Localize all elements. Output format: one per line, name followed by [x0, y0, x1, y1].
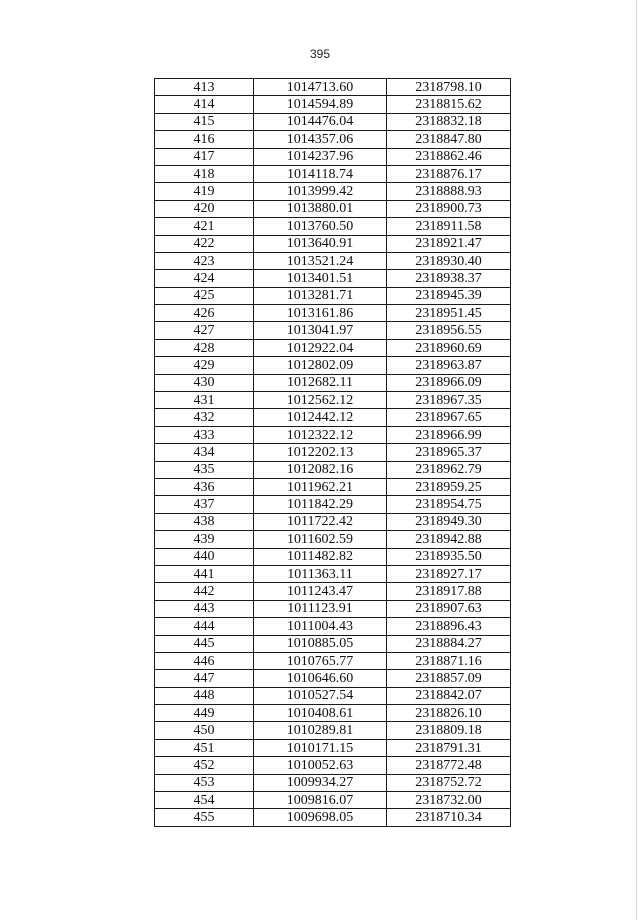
- x-coordinate-cell: 1014118.74: [254, 165, 387, 182]
- table-row: [155, 305, 511, 322]
- table-row: [155, 774, 511, 791]
- x-coordinate-cell: 1014476.04: [254, 113, 387, 130]
- x-coordinate-cell: 1011363.11: [254, 565, 387, 582]
- table-row: [155, 461, 511, 478]
- y-coordinate-cell: 2318951.45: [387, 305, 511, 322]
- table-row: [155, 374, 511, 391]
- point-number-cell: 447: [155, 670, 254, 687]
- x-coordinate-cell: 1012922.04: [254, 339, 387, 356]
- table-row: [155, 531, 511, 548]
- point-number-cell: 436: [155, 478, 254, 495]
- y-coordinate-cell: 2318930.40: [387, 252, 511, 269]
- y-coordinate-cell: 2318798.10: [387, 79, 511, 96]
- table-row: [155, 652, 511, 669]
- point-number-cell: 427: [155, 322, 254, 339]
- table-row: [155, 113, 511, 130]
- y-coordinate-cell: 2318884.27: [387, 635, 511, 652]
- table-row: [155, 739, 511, 756]
- y-coordinate-cell: 2318963.87: [387, 357, 511, 374]
- point-number-cell: 425: [155, 287, 254, 304]
- y-coordinate-cell: 2318876.17: [387, 165, 511, 182]
- table-row: [155, 478, 511, 495]
- point-number-cell: 432: [155, 409, 254, 426]
- x-coordinate-cell: 1010052.63: [254, 757, 387, 774]
- page-number: 395: [309, 47, 331, 61]
- table-row: [155, 287, 511, 304]
- y-coordinate-cell: 2318871.16: [387, 652, 511, 669]
- y-coordinate-cell: 2318927.17: [387, 565, 511, 582]
- y-coordinate-cell: 2318862.46: [387, 148, 511, 165]
- table-row: [155, 357, 511, 374]
- x-coordinate-cell: 1012802.09: [254, 357, 387, 374]
- y-coordinate-cell: 2318815.62: [387, 96, 511, 113]
- point-number-cell: 451: [155, 739, 254, 756]
- point-number-cell: 414: [155, 96, 254, 113]
- table-row: [155, 409, 511, 426]
- point-number-cell: 440: [155, 548, 254, 565]
- x-coordinate-cell: 1011004.43: [254, 618, 387, 635]
- y-coordinate-cell: 2318832.18: [387, 113, 511, 130]
- y-coordinate-cell: 2318907.63: [387, 600, 511, 617]
- table-row: [155, 339, 511, 356]
- point-number-cell: 443: [155, 600, 254, 617]
- y-coordinate-cell: 2318888.93: [387, 183, 511, 200]
- table-row: [155, 705, 511, 722]
- table-row: [155, 426, 511, 443]
- y-coordinate-cell: 2318938.37: [387, 270, 511, 287]
- x-coordinate-cell: 1010408.61: [254, 705, 387, 722]
- point-number-cell: 445: [155, 635, 254, 652]
- x-coordinate-cell: 1010527.54: [254, 687, 387, 704]
- table-row: [155, 792, 511, 809]
- y-coordinate-cell: 2318791.31: [387, 739, 511, 756]
- y-coordinate-cell: 2318826.10: [387, 705, 511, 722]
- point-number-cell: 433: [155, 426, 254, 443]
- point-number-cell: 426: [155, 305, 254, 322]
- point-number-cell: 431: [155, 392, 254, 409]
- x-coordinate-cell: 1010289.81: [254, 722, 387, 739]
- y-coordinate-cell: 2318966.09: [387, 374, 511, 391]
- point-number-cell: 429: [155, 357, 254, 374]
- y-coordinate-cell: 2318900.73: [387, 200, 511, 217]
- x-coordinate-cell: 1009698.05: [254, 809, 387, 826]
- y-coordinate-cell: 2318842.07: [387, 687, 511, 704]
- x-coordinate-cell: 1012202.13: [254, 444, 387, 461]
- x-coordinate-cell: 1014594.89: [254, 96, 387, 113]
- scan-edge-line: [636, 0, 637, 920]
- x-coordinate-cell: 1013999.42: [254, 183, 387, 200]
- y-coordinate-cell: 2318966.99: [387, 426, 511, 443]
- coordinate-table-body: [155, 79, 511, 827]
- point-number-cell: 448: [155, 687, 254, 704]
- table-row: [155, 218, 511, 235]
- table-row: [155, 165, 511, 182]
- point-number-cell: 434: [155, 444, 254, 461]
- x-coordinate-cell: 1012562.12: [254, 392, 387, 409]
- x-coordinate-cell: 1010171.15: [254, 739, 387, 756]
- table-row: [155, 148, 511, 165]
- point-number-cell: 422: [155, 235, 254, 252]
- y-coordinate-cell: 2318962.79: [387, 461, 511, 478]
- point-number-cell: 421: [155, 218, 254, 235]
- point-number-cell: 438: [155, 513, 254, 530]
- x-coordinate-cell: 1009934.27: [254, 774, 387, 791]
- x-coordinate-cell: 1009816.07: [254, 792, 387, 809]
- x-coordinate-cell: 1014713.60: [254, 79, 387, 96]
- x-coordinate-cell: 1013041.97: [254, 322, 387, 339]
- table-row: [155, 635, 511, 652]
- point-number-cell: 437: [155, 496, 254, 513]
- y-coordinate-cell: 2318965.37: [387, 444, 511, 461]
- y-coordinate-cell: 2318956.55: [387, 322, 511, 339]
- y-coordinate-cell: 2318732.00: [387, 792, 511, 809]
- y-coordinate-cell: 2318772.48: [387, 757, 511, 774]
- x-coordinate-cell: 1013880.01: [254, 200, 387, 217]
- x-coordinate-cell: 1012682.11: [254, 374, 387, 391]
- table-row: [155, 809, 511, 826]
- point-number-cell: 442: [155, 583, 254, 600]
- y-coordinate-cell: 2318949.30: [387, 513, 511, 530]
- point-number-cell: 455: [155, 809, 254, 826]
- point-number-cell: 424: [155, 270, 254, 287]
- x-coordinate-cell: 1010765.77: [254, 652, 387, 669]
- table-row: [155, 270, 511, 287]
- table-row: [155, 131, 511, 148]
- table-row: [155, 200, 511, 217]
- table-row: [155, 670, 511, 687]
- x-coordinate-cell: 1012322.12: [254, 426, 387, 443]
- point-number-cell: 418: [155, 165, 254, 182]
- point-number-cell: 435: [155, 461, 254, 478]
- x-coordinate-cell: 1011243.47: [254, 583, 387, 600]
- point-number-cell: 449: [155, 705, 254, 722]
- y-coordinate-cell: 2318959.25: [387, 478, 511, 495]
- table-row: [155, 583, 511, 600]
- x-coordinate-cell: 1011842.29: [254, 496, 387, 513]
- x-coordinate-cell: 1013401.51: [254, 270, 387, 287]
- table-row: [155, 757, 511, 774]
- x-coordinate-cell: 1013760.50: [254, 218, 387, 235]
- table-row: [155, 600, 511, 617]
- point-number-cell: 430: [155, 374, 254, 391]
- x-coordinate-cell: 1013161.86: [254, 305, 387, 322]
- y-coordinate-cell: 2318960.69: [387, 339, 511, 356]
- table-row: [155, 687, 511, 704]
- coordinate-table: [154, 78, 511, 827]
- table-row: [155, 322, 511, 339]
- table-row: [155, 444, 511, 461]
- y-coordinate-cell: 2318935.50: [387, 548, 511, 565]
- y-coordinate-cell: 2318967.35: [387, 392, 511, 409]
- point-number-cell: 453: [155, 774, 254, 791]
- y-coordinate-cell: 2318896.43: [387, 618, 511, 635]
- table-row: [155, 496, 511, 513]
- x-coordinate-cell: 1010646.60: [254, 670, 387, 687]
- y-coordinate-cell: 2318911.58: [387, 218, 511, 235]
- point-number-cell: 419: [155, 183, 254, 200]
- x-coordinate-cell: 1013521.24: [254, 252, 387, 269]
- y-coordinate-cell: 2318847.80: [387, 131, 511, 148]
- table-row: [155, 235, 511, 252]
- point-number-cell: 446: [155, 652, 254, 669]
- x-coordinate-cell: 1011602.59: [254, 531, 387, 548]
- x-coordinate-cell: 1011482.82: [254, 548, 387, 565]
- table-row: [155, 392, 511, 409]
- y-coordinate-cell: 2318954.75: [387, 496, 511, 513]
- point-number-cell: 413: [155, 79, 254, 96]
- y-coordinate-cell: 2318942.88: [387, 531, 511, 548]
- table-row: [155, 513, 511, 530]
- y-coordinate-cell: 2318809.18: [387, 722, 511, 739]
- x-coordinate-cell: 1013281.71: [254, 287, 387, 304]
- x-coordinate-cell: 1012442.12: [254, 409, 387, 426]
- point-number-cell: 423: [155, 252, 254, 269]
- x-coordinate-cell: 1013640.91: [254, 235, 387, 252]
- y-coordinate-cell: 2318921.47: [387, 235, 511, 252]
- table-row: [155, 548, 511, 565]
- x-coordinate-cell: 1012082.16: [254, 461, 387, 478]
- point-number-cell: 450: [155, 722, 254, 739]
- point-number-cell: 444: [155, 618, 254, 635]
- table-row: [155, 183, 511, 200]
- y-coordinate-cell: 2318967.65: [387, 409, 511, 426]
- point-number-cell: 454: [155, 792, 254, 809]
- point-number-cell: 415: [155, 113, 254, 130]
- point-number-cell: 439: [155, 531, 254, 548]
- x-coordinate-cell: 1011123.91: [254, 600, 387, 617]
- y-coordinate-cell: 2318857.09: [387, 670, 511, 687]
- point-number-cell: 428: [155, 339, 254, 356]
- x-coordinate-cell: 1014357.06: [254, 131, 387, 148]
- y-coordinate-cell: 2318752.72: [387, 774, 511, 791]
- table-row: [155, 79, 511, 96]
- point-number-cell: 416: [155, 131, 254, 148]
- x-coordinate-cell: 1011722.42: [254, 513, 387, 530]
- point-number-cell: 452: [155, 757, 254, 774]
- table-row: [155, 618, 511, 635]
- y-coordinate-cell: 2318710.34: [387, 809, 511, 826]
- x-coordinate-cell: 1010885.05: [254, 635, 387, 652]
- table-row: [155, 722, 511, 739]
- coordinate-table-wrapper: [154, 78, 510, 827]
- point-number-cell: 420: [155, 200, 254, 217]
- point-number-cell: 417: [155, 148, 254, 165]
- point-number-cell: 441: [155, 565, 254, 582]
- x-coordinate-cell: 1014237.96: [254, 148, 387, 165]
- table-row: [155, 96, 511, 113]
- y-coordinate-cell: 2318917.88: [387, 583, 511, 600]
- table-row: [155, 252, 511, 269]
- table-row: [155, 565, 511, 582]
- x-coordinate-cell: 1011962.21: [254, 478, 387, 495]
- y-coordinate-cell: 2318945.39: [387, 287, 511, 304]
